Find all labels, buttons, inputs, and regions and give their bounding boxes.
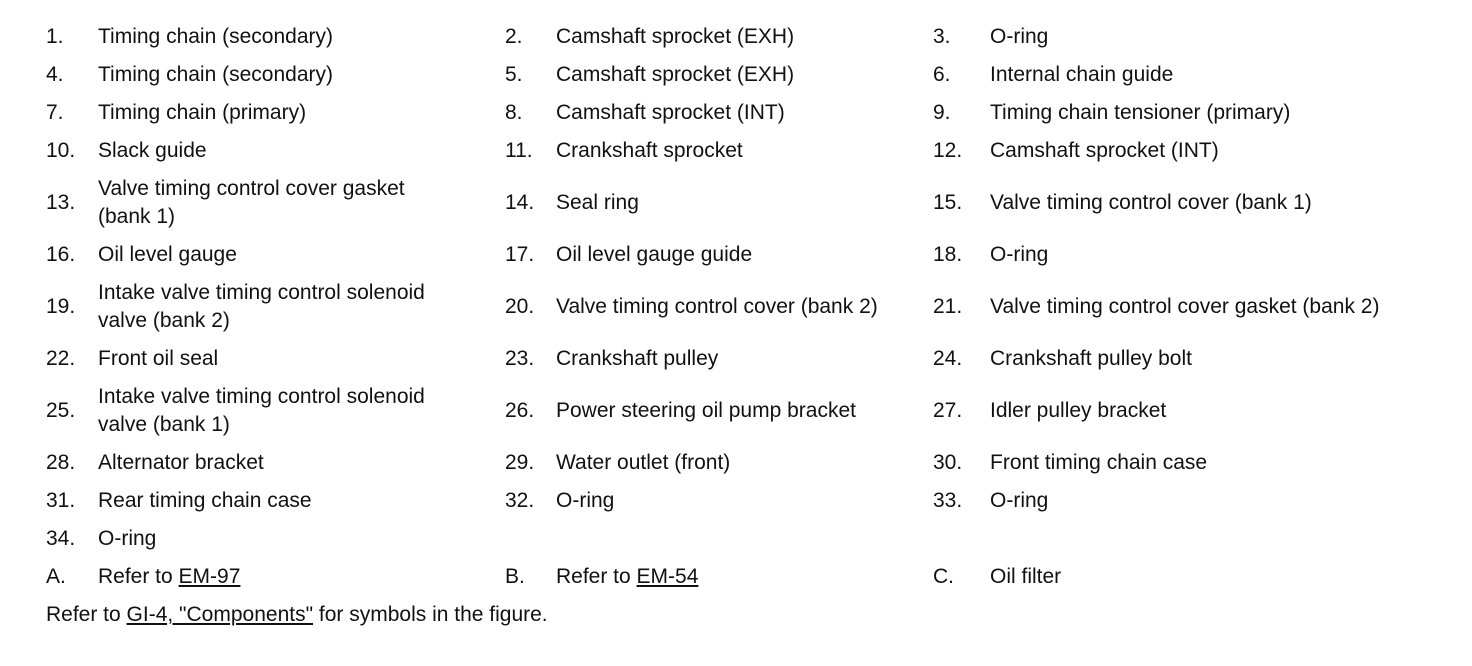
legend-row xyxy=(46,56,1433,94)
item-number: 17. xyxy=(505,243,535,266)
item-label: Crankshaft sprocket xyxy=(556,139,743,162)
legend-row xyxy=(46,18,1433,56)
item-label: Camshaft sprocket (EXH) xyxy=(556,25,795,48)
item-number: 31. xyxy=(46,489,76,512)
item-number: 24. xyxy=(933,347,963,370)
item-number: 3. xyxy=(933,25,951,48)
legend-row xyxy=(46,94,1433,132)
item-label: Valve timing control cover (bank 1) xyxy=(990,191,1312,214)
item-number: 30. xyxy=(933,451,963,474)
item-label: Timing chain (primary) xyxy=(98,101,307,124)
legend-item xyxy=(933,345,1433,373)
refer-prefix: Refer to xyxy=(98,565,179,588)
legend-item xyxy=(933,293,1433,321)
item-number: 15. xyxy=(933,191,963,214)
item-label: Front oil seal xyxy=(98,347,219,370)
item-number: 14. xyxy=(505,191,535,214)
item-label: Internal chain guide xyxy=(990,63,1174,86)
legend-row xyxy=(46,444,1433,482)
item-number: 5. xyxy=(505,63,523,86)
item-number: 11. xyxy=(505,139,533,162)
item-label: Idler pulley bracket xyxy=(990,399,1167,422)
legend-item xyxy=(933,449,1433,477)
item-number: 7. xyxy=(46,101,64,124)
item-label: Camshaft sprocket (INT) xyxy=(556,101,785,124)
item-label: O-ring xyxy=(990,489,1049,512)
item-number: 29. xyxy=(505,451,535,474)
item-label: Slack guide xyxy=(98,139,207,162)
legend-item xyxy=(505,241,933,269)
legend-row xyxy=(46,274,1433,340)
item-number: 16. xyxy=(46,243,76,266)
item-number: 8. xyxy=(505,101,523,124)
item-label: Crankshaft pulley xyxy=(556,347,719,370)
item-label: Camshaft sprocket (EXH) xyxy=(556,63,795,86)
item-label: Oil filter xyxy=(990,565,1062,588)
item-label xyxy=(556,563,698,591)
legend-item xyxy=(505,563,933,591)
legend-row xyxy=(46,340,1433,378)
item-label: Valve timing control cover gasket (bank 2) xyxy=(990,295,1380,318)
gi-4-components-link[interactable]: GI-4, "Components" xyxy=(126,603,314,626)
item-number: 32. xyxy=(505,489,535,512)
item-label: Crankshaft pulley bolt xyxy=(990,347,1192,370)
item-label: Timing chain tensioner (primary) xyxy=(990,101,1291,124)
legend-row xyxy=(46,132,1433,170)
legend-item xyxy=(933,563,1433,591)
legend-item xyxy=(46,137,505,165)
item-number: 18. xyxy=(933,243,963,266)
item-label: Oil level gauge xyxy=(98,243,237,266)
item-label: Valve timing control cover gasket (bank 1) xyxy=(98,177,405,228)
item-letter: A. xyxy=(46,565,66,588)
legend-item xyxy=(46,23,505,51)
item-number: 26. xyxy=(505,399,535,422)
item-number: 4. xyxy=(46,63,64,86)
legend-item xyxy=(505,487,933,515)
legend-item xyxy=(46,383,505,439)
item-number: 13. xyxy=(46,191,76,214)
legend-item xyxy=(505,293,933,321)
legend-item xyxy=(46,99,505,127)
item-number: 34. xyxy=(46,527,76,550)
item-number: 1. xyxy=(46,25,64,48)
item-letter: C. xyxy=(933,565,954,588)
item-label: Timing chain (secondary) xyxy=(98,25,333,48)
item-number: 21. xyxy=(933,295,963,318)
item-label: Water outlet (front) xyxy=(556,451,731,474)
refer-prefix: Refer to xyxy=(556,565,637,588)
parts-legend xyxy=(46,18,1433,634)
item-number: 27. xyxy=(933,399,963,422)
item-number: 12. xyxy=(933,139,963,162)
item-label: Alternator bracket xyxy=(98,451,264,474)
legend-row xyxy=(46,482,1433,520)
item-number: 6. xyxy=(933,63,951,86)
footer-note xyxy=(46,596,1433,634)
legend-item xyxy=(933,397,1433,425)
legend-row xyxy=(46,378,1433,444)
legend-item xyxy=(46,525,505,553)
em-97-link[interactable]: EM-97 xyxy=(178,565,241,588)
item-label: O-ring xyxy=(990,243,1049,266)
item-label: Intake valve timing control solenoid valve (bank 2) xyxy=(98,281,425,332)
item-label: Seal ring xyxy=(556,191,639,214)
legend-item xyxy=(505,449,933,477)
footer-prefix: Refer to xyxy=(46,603,127,626)
item-number: 25. xyxy=(46,399,76,422)
legend-item xyxy=(505,345,933,373)
item-label: Rear timing chain case xyxy=(98,489,312,512)
item-number: 19. xyxy=(46,295,76,318)
item-label: O-ring xyxy=(990,25,1049,48)
legend-item xyxy=(46,449,505,477)
legend-item xyxy=(46,345,505,373)
em-54-link[interactable]: EM-54 xyxy=(636,565,699,588)
legend-item xyxy=(505,99,933,127)
legend-item xyxy=(505,23,933,51)
legend-item xyxy=(505,189,933,217)
footer-suffix: for symbols in the figure. xyxy=(313,603,548,626)
legend-item xyxy=(505,137,933,165)
legend-item xyxy=(933,241,1433,269)
item-number: 10. xyxy=(46,139,76,162)
legend-row xyxy=(46,520,1433,558)
legend-item xyxy=(505,61,933,89)
legend-item xyxy=(46,175,505,231)
item-label: Intake valve timing control solenoid valve (bank 1) xyxy=(98,385,425,436)
legend-item xyxy=(933,23,1433,51)
legend-item xyxy=(505,397,933,425)
item-label: Valve timing control cover (bank 2) xyxy=(556,295,878,318)
legend-item xyxy=(46,61,505,89)
legend-row xyxy=(46,236,1433,274)
legend-item xyxy=(46,563,505,591)
item-number: 23. xyxy=(505,347,535,370)
legend-row-letters xyxy=(46,558,1433,596)
item-label xyxy=(98,563,240,591)
legend-item xyxy=(46,279,505,335)
legend-item xyxy=(933,61,1433,89)
legend-item xyxy=(933,487,1433,515)
item-label: Oil level gauge guide xyxy=(556,243,753,266)
item-number: 2. xyxy=(505,25,523,48)
item-letter: B. xyxy=(505,565,525,588)
item-label: Camshaft sprocket (INT) xyxy=(990,139,1219,162)
item-number: 28. xyxy=(46,451,76,474)
item-label: Power steering oil pump bracket xyxy=(556,399,856,422)
legend-item xyxy=(933,137,1433,165)
item-label: Timing chain (secondary) xyxy=(98,63,333,86)
item-number: 9. xyxy=(933,101,951,124)
legend-item xyxy=(46,487,505,515)
legend-row xyxy=(46,170,1433,236)
item-number: 33. xyxy=(933,489,963,512)
legend-item xyxy=(933,189,1433,217)
item-label: O-ring xyxy=(98,527,157,550)
item-label: O-ring xyxy=(556,489,615,512)
legend-item xyxy=(933,99,1433,127)
legend-item xyxy=(46,241,505,269)
item-number: 22. xyxy=(46,347,76,370)
item-number: 20. xyxy=(505,295,535,318)
item-label: Front timing chain case xyxy=(990,451,1208,474)
